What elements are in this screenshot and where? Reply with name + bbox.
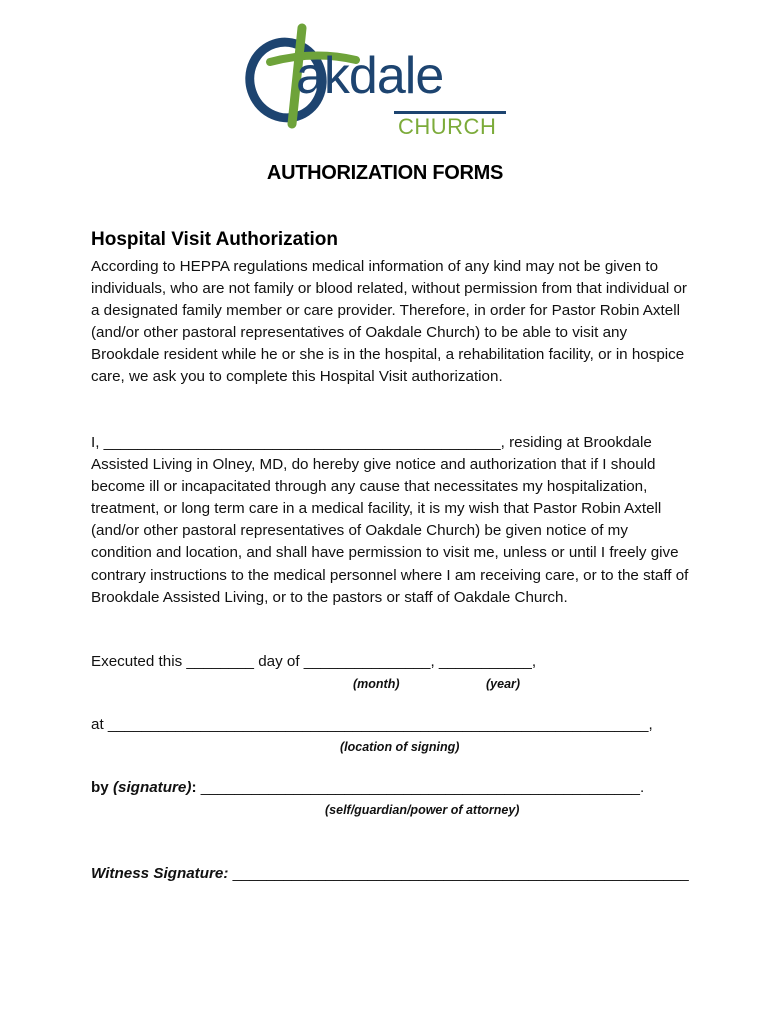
- by-label: by: [91, 779, 113, 796]
- by-colon: :: [191, 779, 201, 796]
- signer-caption: (self/guardian/power of attorney): [325, 803, 520, 817]
- intro-paragraph: According to HEPPA regulations medical information of any kind may not be given to individuals, who are not family or blood related, without permission from that individual or a designated family member or care provider. Therefore, in order for Pastor Robin Axtell (and/or other pastoral representatives of Oakdale Church) to be able to visit any Brookdale resident while he or she is in the hospital, a rehabilitation facility, or in hospice care, we ask you to complete this Hospital Visit authorization.: [91, 258, 687, 386]
- section-heading: Hospital Visit Authorization: [91, 229, 339, 250]
- page-title: AUTHORIZATION FORMS: [266, 162, 504, 184]
- executed-line: Executed this ________ day of _______________, ___________,: [91, 653, 537, 670]
- oakdale-church-logo: [244, 20, 514, 140]
- location-line: [91, 716, 653, 733]
- signature-label: (signature): [112, 779, 192, 796]
- location-caption: (location of signing): [340, 740, 460, 754]
- signature-line: [91, 779, 644, 796]
- logo-subtitle: CHURCH: [398, 114, 497, 139]
- authorization-paragraph: I, _______________________________________________, residing at Brookdale Assisted Living in Olney, MD, do hereby give notice and authorization that if I should become ill or incapacitated through any cause that necessitates my hospitalization, treatment, or long term care in a medical facility, it is my wish that Pastor Robin Axtell (and/or other pastoral representatives of Oakdale Church) be given notice of my condition and location, and shall have permission to visit me, unless or until I freely give contrary instructions to the medical personnel where I am receiving care, or to the staff of Brookdale Assisted Living, or to the pastors or staff of Oakdale Church.: [91, 434, 689, 606]
- location-blank: ________________________________________________________________,: [107, 716, 653, 733]
- logo-wordmark: akdale: [296, 47, 444, 105]
- witness-blank: ______________________________________________________: [228, 865, 689, 882]
- year-caption: (year): [486, 677, 521, 691]
- witness-label: Witness Signature:: [91, 865, 229, 882]
- at-prefix: at: [91, 716, 108, 733]
- witness-line: [91, 865, 689, 882]
- signature-blank: ____________________________________________________.: [200, 779, 645, 796]
- month-caption: (month): [353, 677, 400, 691]
